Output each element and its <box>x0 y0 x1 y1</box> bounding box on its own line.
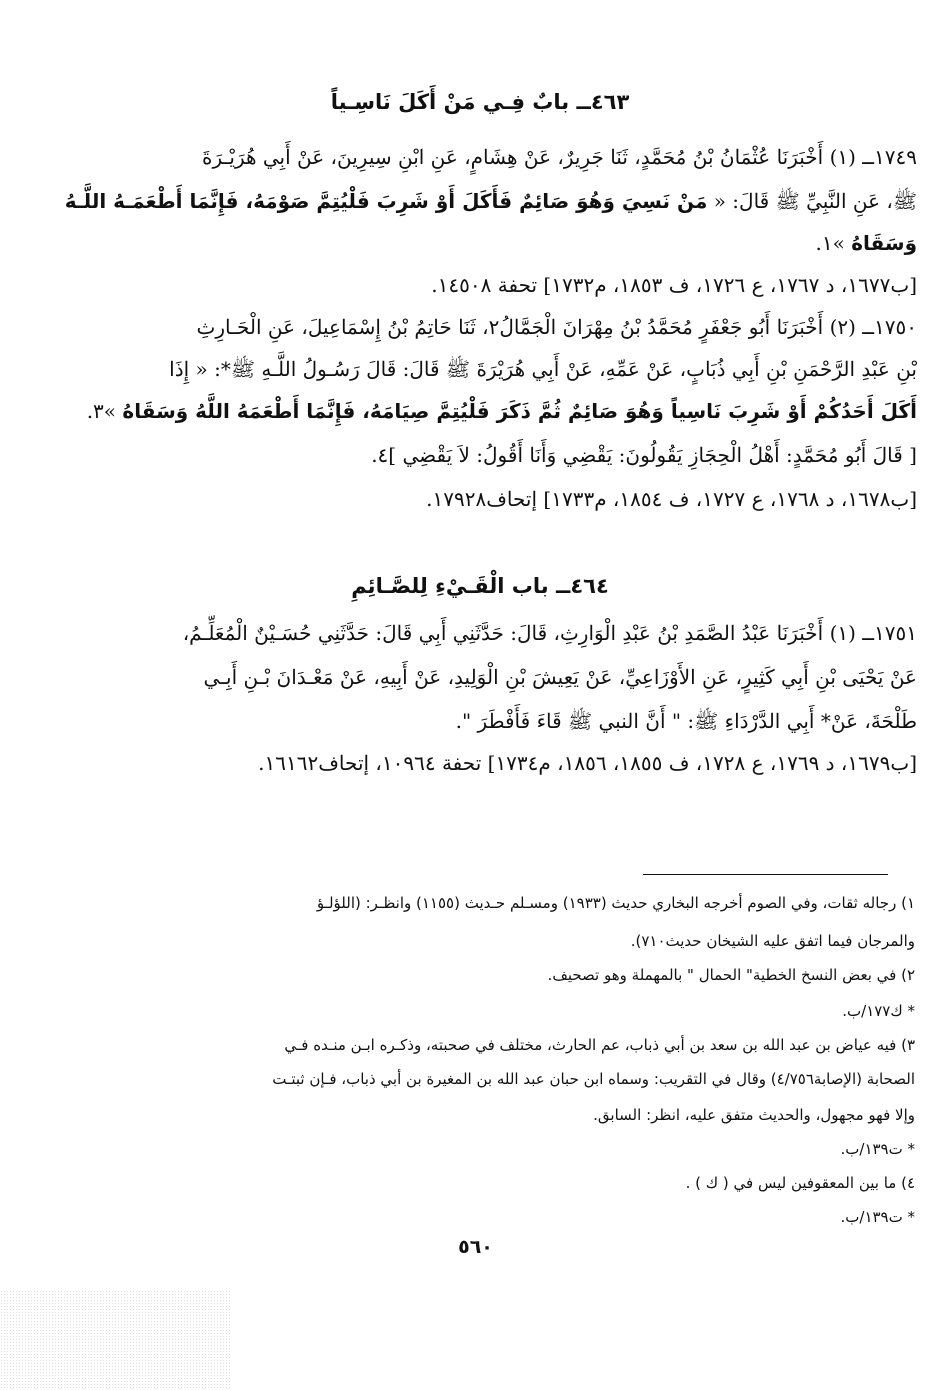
hadith-1750-note: [ قَالَ أَبُو مُحَمَّدٍ: أَهْلُ الْحِجَازِ يَقُولُونَ: يَقْضِي وَأَنَا أَقُولُ: لاَ يَقْضِي ]٤. <box>371 443 917 467</box>
footnote-3-line-1: ٣) فيه عياض بن عبد الله بن سعد بن أبي ذباب، عم الحارث، مختلف في صحبته، وذكـره ابـن منـده فـي <box>284 1036 915 1054</box>
manuscript-marker-3: * ت١٣٩/ب. <box>840 1208 915 1226</box>
hadith-1749-line-2 <box>50 186 917 216</box>
hadith-1750-references: [ب١٦٧٨، د ١٧٦٨، ع ١٧٢٧، ف ١٨٥٤، م١٧٣٣] إتحاف١٧٩٢٨. <box>426 487 917 511</box>
footnote-3-line-2: الصحابة (الإصابة٤/٧٥٦) وقال في التقريب: وسماه ابن حبان عبد الله بن المغيرة بن أبي ذباب، فـإن ثبتـت <box>272 1070 915 1088</box>
hadith-1749-line-3 <box>50 228 917 258</box>
hadith-1751-references: [ب١٦٧٩، د ١٧٦٩، ع ١٧٢٨، ف ١٨٥٥، ١٨٥٦، م١٧٣٤] تحفة ١٠٩٦٤، إتحاف١٦١٦٢. <box>258 751 917 775</box>
hadith-1749-line-1: ١٧٤٩ــ (١) أَخْبَرَنَا عُثْمَانُ بْنُ مُحَمَّدٍ، ثَنَا جَرِيرٌ، عَنْ هِشَامٍ، عَنِ ابْنِ سِيرِينَ، عَنْ أَبِي هُرَيْـرَةَ <box>202 145 917 169</box>
chapter-463-heading: ٤٦٣ــ بابٌ فِـي مَنْ أَكَلَ نَاسِـياً <box>330 90 630 114</box>
hadith-1751-line-2: عَنْ يَحْيَى بْنِ أَبِي كَثِيرٍ، عَنِ الأَوْزَاعِيِّ، عَنْ يَعِيشَ بْنِ الْوَلِيدِ، عَنْ أَبِيهِ، عَنْ مَعْـدَانَ بْـنِ أَبِـي <box>203 665 917 689</box>
page-number: ٥٦٠ <box>458 1236 493 1258</box>
hadith-1750-line-2: بْنِ عَبْدِ الرَّحْمَنِ بْنِ أَبِي ذُبَابٍ، عَنْ عَمِّهِ، عَنْ أَبِي هُرَيْرَةَ ﷺ قَالَ: قَالَ رَسُـولُ اللَّـهِ ﷺ*: « إِذَا <box>169 357 917 381</box>
hadith-1749-narration: ﷺ، عَنِ النَّبِيِّ ﷺ قَالَ: « <box>707 189 917 213</box>
manuscript-marker-1: * ك١٧٧/ب. <box>842 1002 915 1020</box>
hadith-1751-line-3: طَلْحَةَ، عَنْ* أَبِي الدَّرْدَاءِ ﷺ: " أَنَّ النبي ﷺ قَاءَ فَأَفْطَرَ ". <box>455 709 917 733</box>
scan-texture <box>0 1290 230 1390</box>
footnote-separator <box>643 874 888 875</box>
hadith-1749-footnote-mark: »١. <box>815 231 852 255</box>
footnote-4: ٤) ما بين المعقوفين ليس في ( ك ) . <box>685 1174 915 1192</box>
footnote-1-line-2: والمرجان فيما اتفق عليه الشيخان حديث٧١٠). <box>630 932 915 950</box>
hadith-1751-line-1: ١٧٥١ــ (١) أَخْبَرَنَا عَبْدُ الصَّمَدِ بْنُ عَبْدِ الْوَارِثِ، قَالَ: حَدَّثَنِي أَبِي قَالَ: حَدَّثَنِي حُسَـيْنٌ الْمُعَلِّـمُ، <box>182 621 917 645</box>
chapter-464-heading: ٤٦٤ــ باب الْقَـيْءِ لِلصَّـائِمِ <box>351 574 609 598</box>
hadith-1750-footnote-mark: »٣. <box>86 399 123 423</box>
hadith-1749-text-end: وَسَقَاهُ <box>851 231 917 255</box>
manuscript-marker-2: * ت١٣٩/ب. <box>840 1140 915 1158</box>
hadith-1750-line-1: ١٧٥٠ــ (٢) أَخْبَرَنَا أَبُو جَعْفَرٍ مُحَمَّدُ بْنُ مِهْرَانَ الْجَمَّالُ٢، ثَنَا حَاتِمُ بْنُ إِسْمَاعِيلَ، عَنِ الْحَـارِثِ <box>196 315 917 339</box>
footnote-1-line-1: ١) رجاله ثقات، وفي الصوم أخرجه البخاري حديث (١٩٣٣) ومسـلم حـديث (١١٥٥) وانظـر: (اللؤلـؤ <box>316 894 915 912</box>
hadith-1750-text-bold: أَكَلَ أَحَدُكُمْ أَوْ شَرِبَ نَاسِياً وَهُوَ صَائِمٌ ثُمَّ ذَكَرَ فَلْيُتِمَّ صِيَامَهُ، فَإِنَّمَا أَطْعَمَهُ اللَّهُ وَسَقَاهُ <box>122 399 917 423</box>
hadith-1749-references: [ب١٦٧٧، د ١٧٦٧، ع ١٧٢٦، ف ١٨٥٣، م١٧٣٢] تحفة ١٤٥٠٨. <box>431 273 917 297</box>
footnote-2: ٢) في بعض النسخ الخطية" الحمال " بالمهملة وهو تصحيف. <box>547 966 915 984</box>
hadith-1749-text-bold: مَنْ نَسِيَ وَهُوَ صَائِمٌ فَأَكَلَ أَوْ شَرِبَ فَلْيُتِمَّ صَوْمَهُ، فَإِنَّمَا أَطْعَمَـهُ اللَّـهُ <box>64 189 708 213</box>
footnote-3-line-3: وإلا فهو مجهول، والحديث متفق عليه، انظر: السابق. <box>593 1106 915 1124</box>
hadith-1750-line-3 <box>50 396 917 426</box>
